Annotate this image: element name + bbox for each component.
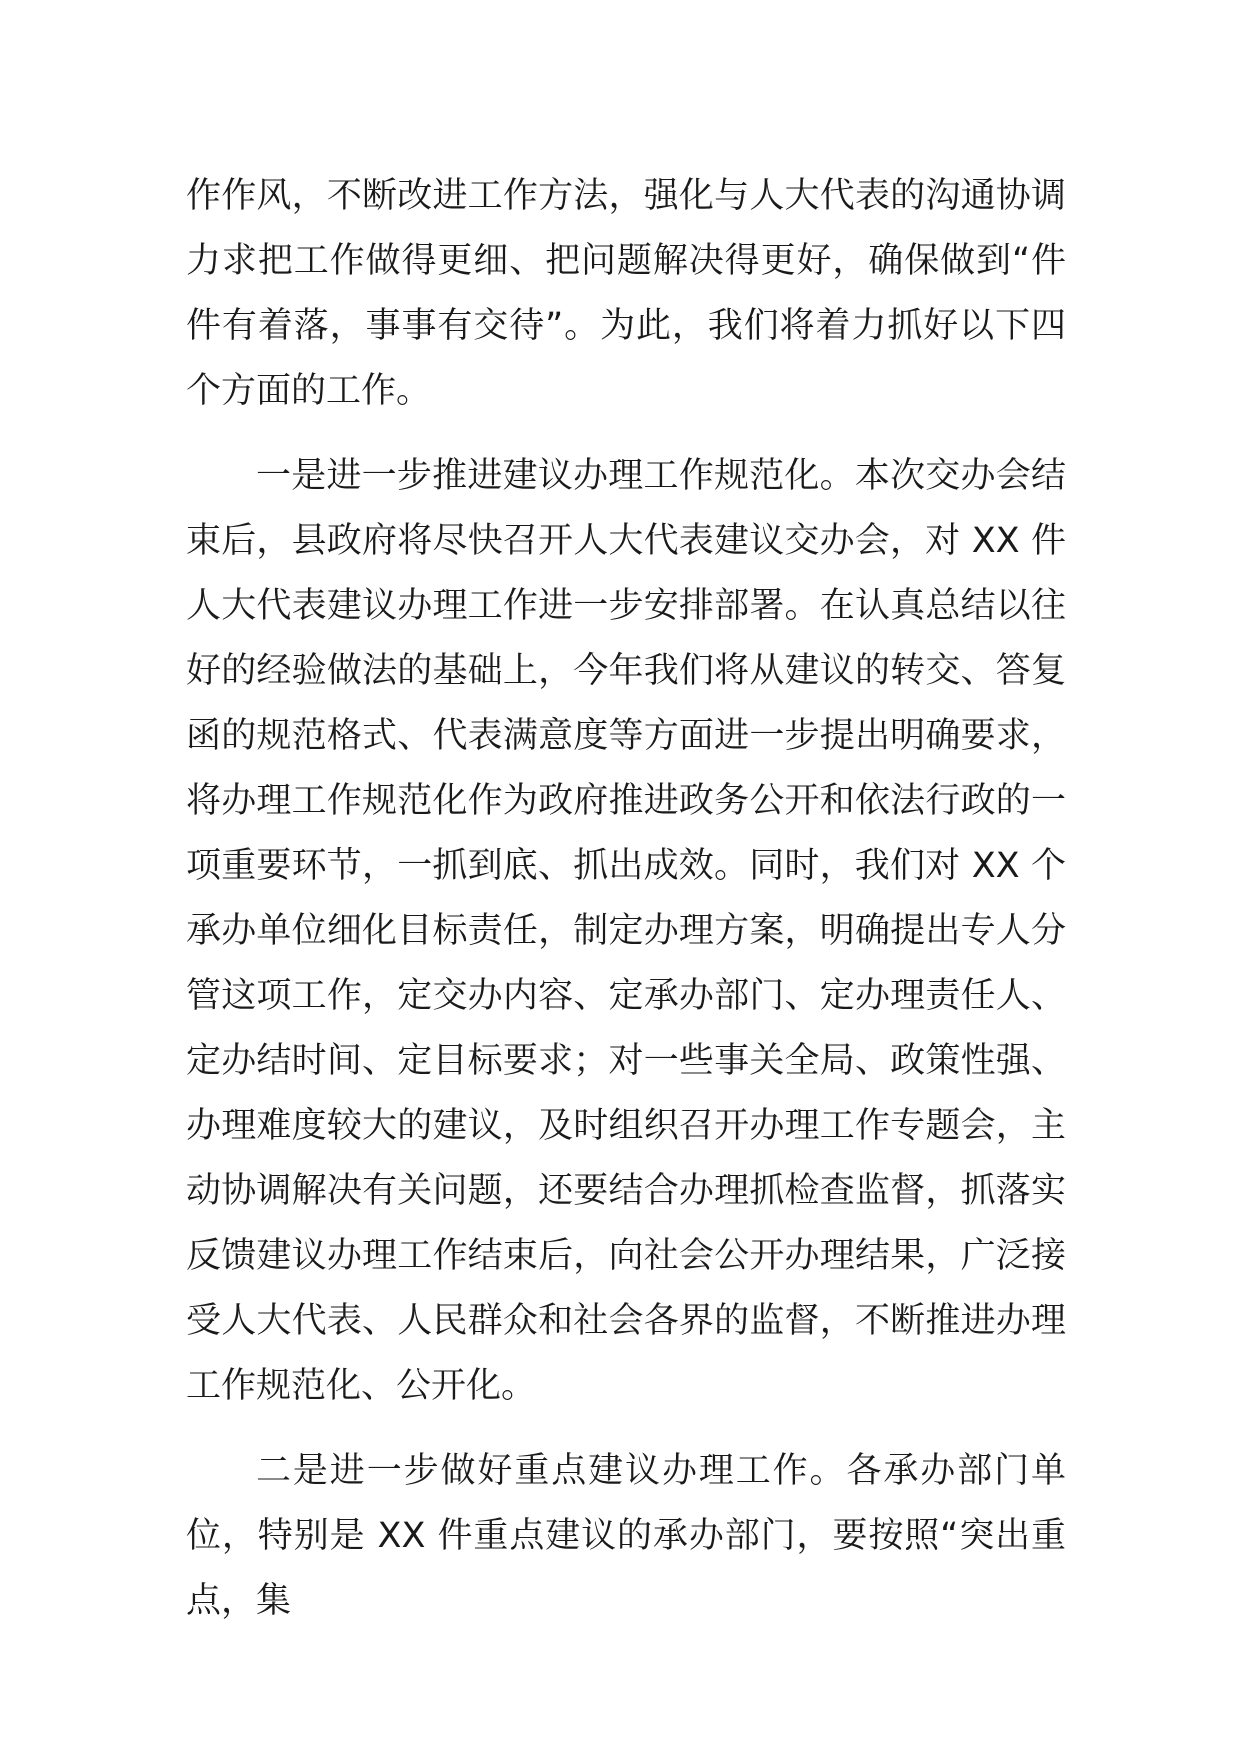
- document-body: [186, 164, 1066, 1654]
- paragraph-point-one: 一是进一步推进建议办理工作规范化。本次交办会结束后，县政府将尽快召开人大代表建议交办会，对 XX 件人大代表建议办理工作进一步安排部署。在认真总结以往好的经验做法的基础上，今年我们将从建议的转交、答复函的规范格式、代表满意度等方面进一步提出明确要求，将办理工作规范化作为政府推进政务公开和依法行政的一项重要环节，一抓到底、抓出成效。同时，我们对 XX 个承办单位细化目标责任，制定办理方案，明确提出专人分管这项工作，定交办内容、定承办部门、定办理责任人、定办结时间、定目标要求；对一些事关全局、政策性强、办理难度较大的建议，及时组织召开办理工作专题会，主动协调解决有关问题，还要结合办理抓检查监督，抓落实反馈建议办理工作结束后，向社会公开办理结果，广泛接受人大代表、人民群众和社会各界的监督，不断推进办理工作规范化、公开化。: [186, 456, 1066, 1406]
- paragraph-point-two: 二是进一步做好重点建议办理工作。各承办部门单位，特别是 XX 件重点建议的承办部门，要按照“突出重点，集: [186, 1451, 1066, 1621]
- paragraph-intro-continued: 作作风，不断改进工作方法，强化与人大代表的沟通协调力求把工作做得更细、把问题解决得更好，确保做到“件件有着落，事事有交待”。为此，我们将着力抓好以下四个方面的工作。: [186, 176, 1066, 411]
